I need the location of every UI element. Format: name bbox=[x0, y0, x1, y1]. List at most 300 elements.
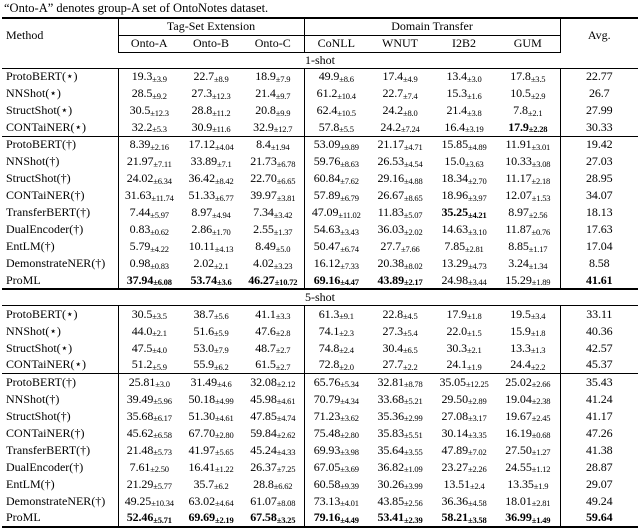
metric-cell bbox=[242, 476, 304, 493]
metric-value: 27.50 bbox=[505, 442, 532, 457]
metric-value: 61.5 bbox=[255, 357, 276, 372]
metric-value: 15.85 bbox=[441, 137, 468, 152]
metric-stddev: ±6.2 bbox=[214, 481, 229, 491]
metric-cell bbox=[368, 476, 432, 493]
metric-cell bbox=[368, 374, 432, 391]
metric-value: 54.63 bbox=[313, 222, 341, 236]
col-header-gum: GUM bbox=[496, 35, 560, 52]
table-row bbox=[2, 153, 638, 170]
metric-value: 19.5 bbox=[510, 306, 531, 321]
metric-cell bbox=[432, 425, 496, 442]
metric-value: 13.4 bbox=[446, 69, 468, 84]
metric-stddev: ±3.25 bbox=[276, 514, 296, 525]
metric-stddev: ±12.3 bbox=[212, 90, 231, 101]
metric-stddev: ±6.74 bbox=[340, 243, 359, 254]
metric-cell bbox=[432, 408, 496, 425]
avg-cell: 27.99 bbox=[586, 103, 613, 117]
metric-value: 32.2 bbox=[131, 119, 153, 134]
col-header-wnut: WNUT bbox=[368, 35, 432, 52]
metric-value: 27.3 bbox=[382, 323, 404, 338]
metric-cell bbox=[180, 425, 242, 442]
metric-value: 53.41 bbox=[377, 510, 404, 524]
metric-stddev: ±10.5 bbox=[337, 107, 356, 118]
table-row bbox=[2, 459, 638, 476]
metric-stddev: ±5.34 bbox=[340, 379, 359, 390]
metric-value: 11.87 bbox=[505, 222, 532, 236]
metric-cell bbox=[242, 153, 304, 170]
metric-stddev: ±4.13 bbox=[214, 243, 234, 254]
metric-value: 21.4 bbox=[255, 86, 276, 100]
table-row bbox=[2, 204, 638, 221]
metric-value: 45.24 bbox=[250, 442, 277, 457]
metric-stddev: ±8.9 bbox=[214, 73, 229, 84]
metric-stddev: ±4.88 bbox=[403, 175, 423, 186]
metric-stddev: ±2.17 bbox=[403, 277, 423, 287]
metric-stddev: ±1.94 bbox=[270, 141, 290, 152]
metric-value: 24.2 bbox=[380, 119, 402, 134]
metric-stddev: ±2.70 bbox=[467, 175, 487, 186]
metric-stddev: ±1.6 bbox=[467, 90, 482, 101]
metric-stddev: ±2.81 bbox=[465, 243, 484, 254]
metric-stddev: ±5.51 bbox=[403, 430, 423, 440]
metric-stddev: ±4.54 bbox=[403, 158, 423, 169]
table-row bbox=[2, 136, 638, 153]
metric-cell bbox=[304, 306, 368, 323]
method-name: NNShot(⋆) bbox=[2, 323, 118, 340]
table-row bbox=[2, 374, 638, 391]
method-name: EntLM(†) bbox=[2, 476, 118, 493]
metric-cell bbox=[368, 408, 432, 425]
metric-stddev: ±3.08 bbox=[531, 158, 551, 169]
metric-cell bbox=[118, 204, 180, 221]
metric-value: 36.36 bbox=[441, 493, 468, 508]
section-row bbox=[2, 289, 638, 306]
metric-stddev: ±7.62 bbox=[340, 175, 359, 186]
metric-value: 51.30 bbox=[188, 408, 215, 423]
metric-value: 45.62 bbox=[126, 425, 154, 440]
metric-stddev: ±4.01 bbox=[340, 498, 359, 508]
method-name: CONTaiNER(†) bbox=[2, 425, 118, 442]
metric-value: 31.63 bbox=[124, 188, 152, 202]
metric-cell bbox=[304, 340, 368, 357]
metric-cell bbox=[368, 68, 432, 85]
method-name: DualEncoder(†) bbox=[2, 221, 118, 238]
metric-cell bbox=[304, 119, 368, 136]
metric-value: 74.8 bbox=[318, 340, 340, 355]
metric-cell bbox=[432, 255, 496, 272]
metric-stddev: ±0.68 bbox=[531, 430, 551, 440]
metric-value: 69.69 bbox=[188, 510, 215, 524]
col-group-tag-set-extension: Tag-Set Extension bbox=[118, 18, 304, 35]
method-name: NNShot(†) bbox=[2, 391, 118, 408]
metric-value: 17.4 bbox=[382, 69, 404, 84]
metric-value: 53.09 bbox=[313, 137, 341, 152]
metric-stddev: ±3.55 bbox=[403, 447, 423, 457]
metric-value: 17.12 bbox=[188, 137, 215, 152]
metric-value: 32.9 bbox=[253, 119, 274, 134]
table-row bbox=[2, 442, 638, 459]
metric-stddev: ±2.89 bbox=[467, 396, 487, 406]
metric-cell bbox=[242, 391, 304, 408]
metric-stddev: ±3.44 bbox=[467, 277, 487, 287]
metric-value: 58.21 bbox=[441, 510, 468, 524]
metric-stddev: ±4.5 bbox=[403, 311, 418, 322]
metric-cell bbox=[180, 442, 242, 459]
metric-stddev: ±6.08 bbox=[153, 277, 172, 287]
avg-cell: 30.33 bbox=[586, 119, 613, 134]
metric-stddev: ±1.8 bbox=[530, 328, 546, 338]
metric-cell bbox=[368, 85, 432, 102]
avg-cell: 33.11 bbox=[586, 306, 613, 321]
metric-value: 52.46 bbox=[126, 510, 154, 524]
metric-stddev: ±4.49 bbox=[340, 514, 359, 525]
metric-value: 30.3 bbox=[446, 340, 468, 355]
table-row bbox=[2, 255, 638, 272]
metric-value: 57.8 bbox=[318, 119, 340, 134]
metric-stddev: ±2.28 bbox=[528, 124, 548, 135]
metric-stddev: ±12.25 bbox=[465, 379, 489, 390]
metric-value: 26.53 bbox=[377, 154, 404, 168]
metric-cell bbox=[368, 187, 432, 204]
metric-cell bbox=[368, 204, 432, 221]
metric-cell bbox=[180, 306, 242, 323]
metric-value: 16.41 bbox=[188, 459, 215, 474]
metric-stddev: ±5.71 bbox=[153, 514, 172, 525]
avg-cell: 42.57 bbox=[586, 340, 613, 355]
metric-cell bbox=[368, 510, 432, 527]
metric-value: 27.7 bbox=[382, 357, 404, 372]
avg-cell: 17.04 bbox=[586, 239, 613, 253]
metric-cell bbox=[496, 136, 560, 153]
metric-cell bbox=[496, 238, 560, 255]
metric-cell bbox=[180, 340, 242, 357]
metric-cell bbox=[118, 323, 180, 340]
metric-value: 51.2 bbox=[131, 357, 153, 372]
metric-value: 11.17 bbox=[505, 171, 532, 185]
method-name: NNShot(†) bbox=[2, 153, 118, 170]
metric-cell bbox=[368, 425, 432, 442]
metric-value: 29.50 bbox=[441, 391, 468, 406]
metric-stddev: ±4.47 bbox=[340, 277, 359, 287]
metric-stddev: ±8.63 bbox=[340, 158, 359, 169]
table-row bbox=[2, 408, 638, 425]
metric-cell bbox=[242, 102, 304, 119]
metric-cell bbox=[432, 238, 496, 255]
metric-stddev: ±2.66 bbox=[531, 379, 551, 390]
metric-cell bbox=[118, 510, 180, 527]
table-row bbox=[2, 425, 638, 442]
metric-stddev: ±4.99 bbox=[214, 396, 234, 406]
metric-stddev: ±9.39 bbox=[340, 481, 359, 491]
metric-stddev: ±6.5 bbox=[403, 345, 418, 355]
table-row bbox=[2, 221, 638, 238]
metric-value: 41.97 bbox=[188, 442, 215, 457]
metric-value: 13.51 bbox=[443, 476, 470, 491]
metric-stddev: ±4.71 bbox=[403, 141, 423, 152]
metric-stddev: ±3.99 bbox=[403, 481, 423, 491]
metric-value: 47.89 bbox=[441, 442, 468, 457]
metric-cell bbox=[180, 391, 242, 408]
metric-cell bbox=[304, 357, 368, 374]
metric-value: 20.8 bbox=[255, 103, 276, 117]
metric-stddev: ±7.9 bbox=[214, 345, 229, 355]
table-row bbox=[2, 510, 638, 527]
metric-cell bbox=[304, 476, 368, 493]
metric-value: 27.3 bbox=[191, 86, 213, 100]
metric-stddev: ±4.22 bbox=[150, 243, 169, 254]
metric-stddev: ±3.8 bbox=[467, 107, 482, 118]
metric-value: 16.4 bbox=[444, 119, 466, 134]
avg-cell: 45.37 bbox=[586, 357, 613, 372]
metric-cell bbox=[368, 170, 432, 187]
metric-stddev: ±7.25 bbox=[276, 464, 296, 474]
metric-stddev: ±12.3 bbox=[150, 107, 169, 118]
metric-cell bbox=[496, 221, 560, 238]
metric-stddev: ±4.04 bbox=[214, 141, 234, 152]
metric-value: 36.03 bbox=[377, 222, 404, 236]
metric-value: 57.89 bbox=[313, 188, 341, 202]
metric-cell bbox=[496, 255, 560, 272]
metric-value: 30.14 bbox=[441, 425, 468, 440]
method-name: ProtoBERT(†) bbox=[2, 136, 118, 153]
metric-value: 21.73 bbox=[250, 154, 277, 168]
metric-value: 75.48 bbox=[313, 425, 341, 440]
method-name: TransferBERT(†) bbox=[2, 442, 118, 459]
metric-value: 15.3 bbox=[446, 86, 468, 100]
metric-value: 22.70 bbox=[250, 171, 277, 185]
metric-cell bbox=[496, 102, 560, 119]
metric-cell bbox=[180, 476, 242, 493]
metric-stddev: ±8.08 bbox=[276, 498, 296, 508]
metric-stddev: ±4.73 bbox=[467, 260, 487, 271]
metric-cell bbox=[432, 68, 496, 85]
metric-cell bbox=[368, 357, 432, 374]
metric-stddev: ±2.99 bbox=[403, 413, 423, 423]
metric-cell bbox=[496, 391, 560, 408]
metric-value: 50.47 bbox=[313, 239, 341, 253]
table-caption: “Onto-A” denotes group-A set of OntoNotes dataset. bbox=[4, 1, 269, 15]
metric-value: 39.49 bbox=[126, 391, 154, 406]
metric-value: 36.99 bbox=[505, 510, 532, 524]
metric-cell bbox=[118, 136, 180, 153]
metric-cell bbox=[368, 119, 432, 136]
metric-value: 69.16 bbox=[313, 272, 341, 287]
metric-stddev: ±2.12 bbox=[276, 379, 296, 390]
metric-cell bbox=[118, 272, 180, 289]
metric-cell bbox=[180, 119, 242, 136]
metric-stddev: ±2.56 bbox=[403, 498, 423, 508]
metric-stddev: ±4.61 bbox=[214, 413, 234, 423]
metric-value: 45.98 bbox=[250, 391, 277, 406]
metric-cell bbox=[118, 306, 180, 323]
metric-cell bbox=[432, 476, 496, 493]
metric-stddev: ±2.18 bbox=[531, 175, 551, 186]
avg-cell: 59.64 bbox=[586, 510, 613, 524]
metric-cell bbox=[242, 340, 304, 357]
metric-cell bbox=[368, 102, 432, 119]
metric-cell bbox=[304, 510, 368, 527]
col-header-onto-b: Onto-B bbox=[180, 35, 242, 52]
method-name: ProtoBERT(⋆) bbox=[2, 68, 118, 85]
metric-cell bbox=[432, 204, 496, 221]
metric-cell bbox=[242, 306, 304, 323]
metric-value: 21.29 bbox=[126, 476, 154, 491]
metric-cell bbox=[496, 442, 560, 459]
metric-stddev: ±2.7 bbox=[275, 361, 291, 372]
avg-cell: 17.63 bbox=[586, 222, 613, 236]
table-row bbox=[2, 323, 638, 340]
metric-value: 7.34 bbox=[253, 205, 274, 219]
metric-value: 14.63 bbox=[441, 222, 468, 236]
metric-cell bbox=[304, 459, 368, 476]
metric-stddev: ±2.1 bbox=[527, 107, 543, 118]
metric-value: 67.05 bbox=[313, 459, 341, 474]
metric-value: 19.67 bbox=[505, 408, 532, 423]
metric-cell bbox=[242, 408, 304, 425]
metric-value: 49.9 bbox=[318, 69, 340, 84]
metric-cell bbox=[118, 374, 180, 391]
metric-value: 16.12 bbox=[313, 256, 341, 270]
table-row bbox=[2, 476, 638, 493]
metric-value: 51.33 bbox=[188, 188, 215, 202]
table-row bbox=[2, 238, 638, 255]
metric-cell bbox=[496, 68, 560, 85]
metric-cell bbox=[180, 255, 242, 272]
metric-value: 18.01 bbox=[505, 493, 532, 508]
metric-cell bbox=[180, 170, 242, 187]
metric-value: 18.96 bbox=[441, 188, 468, 202]
metric-value: 7.61 bbox=[129, 459, 151, 474]
metric-stddev: ±2.1 bbox=[152, 328, 167, 338]
metric-value: 25.02 bbox=[505, 374, 532, 389]
metric-stddev: ±8.78 bbox=[403, 379, 423, 390]
metric-cell bbox=[304, 425, 368, 442]
metric-value: 17.8 bbox=[510, 69, 531, 84]
metric-value: 8.85 bbox=[508, 239, 529, 253]
metric-cell bbox=[368, 442, 432, 459]
method-name: TransferBERT(†) bbox=[2, 204, 118, 221]
metric-value: 13.3 bbox=[510, 340, 531, 355]
metric-value: 35.68 bbox=[126, 408, 154, 423]
metric-cell bbox=[304, 170, 368, 187]
metric-value: 53.0 bbox=[193, 340, 215, 355]
metric-stddev: ±7.11 bbox=[153, 158, 172, 169]
results-table bbox=[2, 17, 638, 528]
metric-stddev: ±7.02 bbox=[467, 447, 487, 457]
method-name: StructShot(⋆) bbox=[2, 340, 118, 357]
metric-cell bbox=[304, 442, 368, 459]
method-name: ProtoBERT(⋆) bbox=[2, 306, 118, 323]
metric-stddev: ±10.4 bbox=[337, 90, 356, 101]
metric-cell bbox=[180, 408, 242, 425]
table-row bbox=[2, 357, 638, 374]
metric-stddev: ±2.4 bbox=[470, 481, 485, 491]
metric-value: 17.9 bbox=[446, 306, 468, 321]
metric-stddev: ±3.19 bbox=[465, 124, 484, 135]
metric-value: 17.9 bbox=[508, 119, 529, 134]
metric-cell bbox=[180, 510, 242, 527]
metric-cell bbox=[242, 170, 304, 187]
metric-value: 30.26 bbox=[377, 476, 404, 491]
metric-cell bbox=[242, 374, 304, 391]
method-name: ProML bbox=[2, 272, 118, 289]
metric-cell bbox=[118, 85, 180, 102]
metric-value: 19.3 bbox=[131, 69, 153, 84]
table-row bbox=[2, 68, 638, 85]
metric-cell bbox=[304, 493, 368, 510]
metric-stddev: ±9.89 bbox=[340, 141, 359, 152]
metric-value: 67.58 bbox=[250, 510, 277, 524]
metric-stddev: ±7.1 bbox=[217, 158, 232, 169]
metric-value: 47.85 bbox=[250, 408, 277, 423]
metric-stddev: ±3.10 bbox=[467, 226, 487, 237]
metric-cell bbox=[304, 374, 368, 391]
metric-stddev: ±4.58 bbox=[467, 498, 487, 508]
metric-value: 13.29 bbox=[441, 256, 468, 270]
metric-cell bbox=[432, 340, 496, 357]
metric-value: 28.8 bbox=[253, 476, 274, 491]
metric-value: 46.27 bbox=[248, 272, 275, 287]
metric-cell bbox=[180, 238, 242, 255]
metric-cell bbox=[368, 238, 432, 255]
metric-cell bbox=[368, 272, 432, 289]
metric-stddev: ±2.4 bbox=[339, 345, 354, 355]
metric-cell bbox=[180, 493, 242, 510]
metric-cell bbox=[432, 85, 496, 102]
metric-value: 10.11 bbox=[188, 239, 215, 253]
metric-value: 7.8 bbox=[513, 103, 528, 117]
metric-cell bbox=[496, 408, 560, 425]
avg-cell: 41.17 bbox=[586, 408, 613, 423]
metric-cell bbox=[180, 272, 242, 289]
col-header-method: Method bbox=[2, 18, 118, 52]
metric-stddev: ±2.62 bbox=[276, 430, 296, 440]
method-name: DemonstrateNER(†) bbox=[2, 255, 118, 272]
metric-cell bbox=[118, 102, 180, 119]
table-row bbox=[2, 493, 638, 510]
metric-stddev: ±3.62 bbox=[340, 413, 359, 423]
metric-stddev: ±3.3 bbox=[275, 311, 291, 322]
avg-cell: 47.26 bbox=[586, 425, 613, 440]
metric-value: 35.25 bbox=[441, 205, 468, 219]
metric-stddev: ±7.33 bbox=[340, 260, 359, 271]
metric-cell bbox=[432, 510, 496, 527]
metric-value: 74.1 bbox=[318, 323, 340, 338]
metric-stddev: ±7.4 bbox=[403, 90, 418, 101]
metric-value: 48.7 bbox=[255, 340, 276, 355]
metric-stddev: ±1.53 bbox=[531, 192, 551, 203]
metric-stddev: ±1.37 bbox=[273, 226, 293, 237]
metric-value: 30.9 bbox=[191, 119, 213, 134]
metric-value: 8.97 bbox=[191, 205, 213, 219]
metric-cell bbox=[304, 221, 368, 238]
metric-stddev: ±6.62 bbox=[273, 481, 293, 491]
metric-stddev: ±2.9 bbox=[530, 90, 546, 101]
metric-stddev: ±4.6 bbox=[217, 379, 232, 390]
table-row bbox=[2, 102, 638, 119]
metric-value: 63.02 bbox=[188, 493, 215, 508]
metric-cell bbox=[242, 493, 304, 510]
metric-cell bbox=[304, 408, 368, 425]
metric-value: 47.5 bbox=[131, 340, 153, 355]
metric-stddev: ±6.65 bbox=[276, 175, 296, 186]
metric-stddev: ±11.02 bbox=[338, 209, 361, 220]
table-row bbox=[2, 340, 638, 357]
metric-stddev: ±2.80 bbox=[214, 430, 234, 440]
metric-stddev: ±2.50 bbox=[150, 464, 169, 474]
metric-stddev: ±9.1 bbox=[339, 311, 354, 322]
metric-cell bbox=[242, 68, 304, 85]
